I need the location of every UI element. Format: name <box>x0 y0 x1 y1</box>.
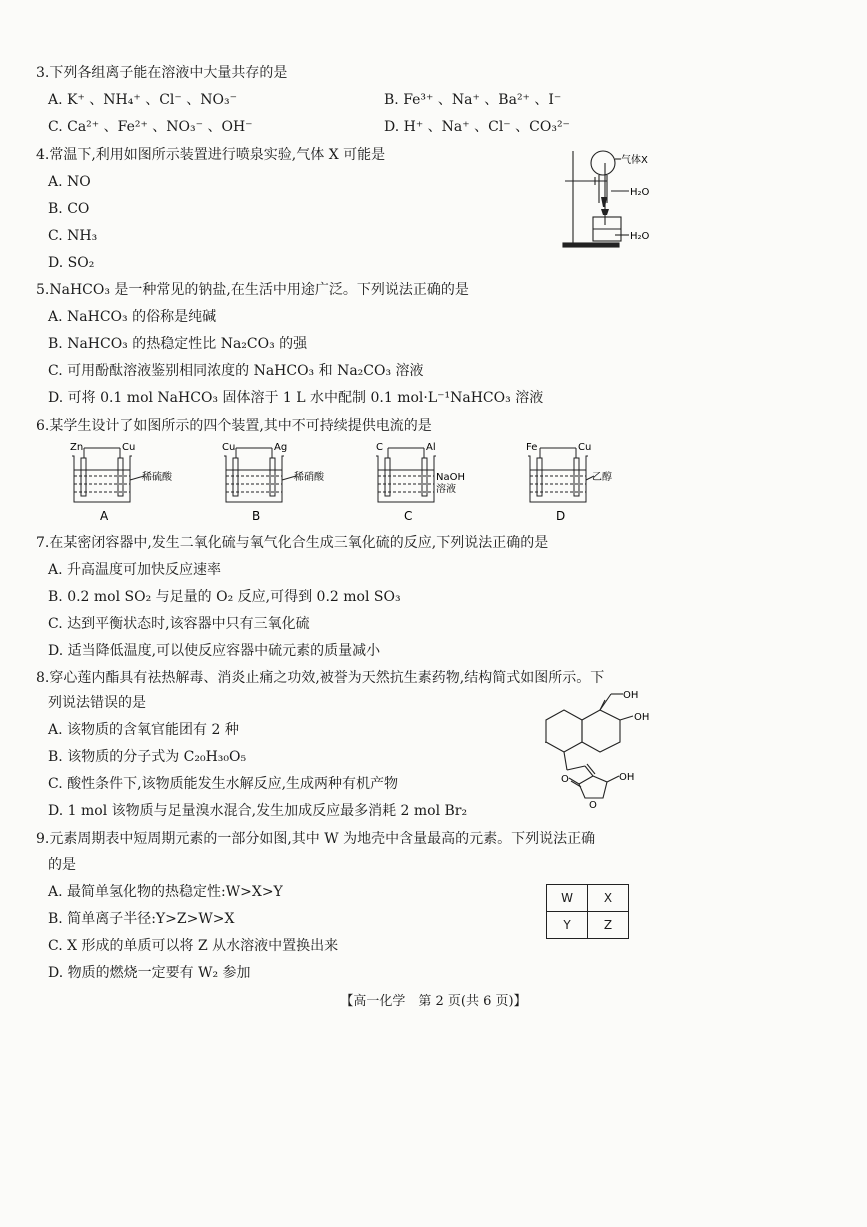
andrographolide-structure-figure <box>545 690 665 812</box>
q4-stem: 4.常温下,利用如图所示装置进行喷泉实验,气体 X 可能是 <box>36 147 386 163</box>
q8-stem-line1: 8.穿心莲内酯具有祛热解毒、消炎止痛之功效,被誉为天然抗生素药物,结构简式如图所示。下 <box>36 670 605 686</box>
device-d-label: D <box>556 509 566 523</box>
q5-stem: 5.NaHCO₃ 是一种常见的钠盐,在生活中用途广泛。下列说法正确的是 <box>36 282 469 298</box>
device-a-electrolyte: 稀硫酸 <box>142 472 172 483</box>
device-a-label: A <box>100 509 109 523</box>
device-c-label: C <box>404 509 413 523</box>
q4-option-c: C. NH₃ <box>48 228 98 244</box>
fig-water-label-1: H₂O <box>630 187 650 198</box>
table-cell-w: W <box>547 885 588 912</box>
q9-option-a: A. 最简单氢化物的热稳定性:W>X>Y <box>48 884 283 900</box>
cell-device-a <box>70 442 173 523</box>
q8-option-c: C. 酸性条件下,该物质能发生水解反应,生成两种有机产物 <box>48 776 399 792</box>
q8-stem-line2: 列说法错误的是 <box>48 695 146 711</box>
cell-device-d <box>526 442 612 523</box>
q7-option-c: C. 达到平衡状态时,该容器中只有三氧化硫 <box>48 616 310 632</box>
q6-stem: 6.某学生设计了如图所示的四个装置,其中不可持续提供电流的是 <box>36 418 432 434</box>
device-c-electrolyte-2: 溶液 <box>436 484 456 495</box>
table-cell-z: Z <box>588 912 629 939</box>
q7-option-b: B. 0.2 mol SO₂ 与足量的 O₂ 反应,可得到 0.2 mol SO₃ <box>48 589 401 605</box>
device-d-right-electrode: Cu <box>578 442 592 453</box>
q8-option-a: A. 该物质的含氧官能团有 2 种 <box>48 722 239 738</box>
q9-option-c: C. X 形成的单质可以将 Z 从水溶液中置换出来 <box>48 938 339 954</box>
galvanic-cells-figure <box>62 440 622 528</box>
fig-water-label-2: H₂O <box>630 231 650 242</box>
q8-option-d: D. 1 mol 该物质与足量溴水混合,发生加成反应最多消耗 2 mol Br₂ <box>48 803 468 819</box>
q4-option-a: A. NO <box>48 174 91 190</box>
fig-oh-label-1: OH <box>623 690 639 701</box>
q9-stem-line2: 的是 <box>48 857 76 873</box>
fig-o-label-1: O <box>561 774 569 785</box>
fig-gas-x-label: 气体X <box>621 155 648 166</box>
device-a-right-electrode: Cu <box>122 442 136 453</box>
q9-option-b: B. 简单离子半径:Y>Z>W>X <box>48 911 235 927</box>
q3-option-c: C. Ca²⁺ 、Fe²⁺ 、NO₃⁻ 、OH⁻ <box>48 119 253 135</box>
fig-oh-label-2: OH <box>634 712 650 723</box>
q5-option-d: D. 可将 0.1 mol NaHCO₃ 固体溶于 1 L 水中配制 0.1 mol·L⁻¹NaHCO₃ 溶液 <box>48 390 544 406</box>
q3-option-b: B. Fe³⁺ 、Na⁺ 、Ba²⁺ 、I⁻ <box>384 92 562 108</box>
q5-option-b: B. NaHCO₃ 的热稳定性比 Na₂CO₃ 的强 <box>48 336 308 352</box>
device-b-label: B <box>252 509 261 523</box>
device-a-left-electrode: Zn <box>70 442 84 453</box>
table-cell-y: Y <box>547 912 588 939</box>
q7-stem: 7.在某密闭容器中,发生二氧化硫与氧气化合生成三氧化硫的反应,下列说法正确的是 <box>36 535 549 551</box>
cell-device-c <box>376 442 465 523</box>
fig-oh-label-3: OH <box>619 772 635 783</box>
device-b-right-electrode: Ag <box>274 442 288 453</box>
q4-option-b: B. CO <box>48 201 90 217</box>
q5-option-a: A. NaHCO₃ 的俗称是纯碱 <box>48 309 217 325</box>
device-c-right-electrode: Al <box>426 442 436 453</box>
q3-option-d: D. H⁺ 、Na⁺ 、Cl⁻ 、CO₃²⁻ <box>384 119 570 135</box>
periodic-table-fragment <box>546 884 629 939</box>
fig-o-label-2: O <box>589 800 597 811</box>
q7-option-a: A. 升高温度可加快反应速率 <box>48 562 222 578</box>
q4-option-d: D. SO₂ <box>48 255 95 271</box>
q8-option-b: B. 该物质的分子式为 C₂₀H₃₀O₅ <box>48 749 247 765</box>
device-d-left-electrode: Fe <box>526 442 538 453</box>
q5-option-c: C. 可用酚酞溶液鉴别相同浓度的 NaHCO₃ 和 Na₂CO₃ 溶液 <box>48 363 424 379</box>
q3-stem: 3.下列各组离子能在溶液中大量共存的是 <box>36 65 288 81</box>
q9-option-d: D. 物质的燃烧一定要有 W₂ 参加 <box>48 965 251 981</box>
fountain-apparatus-figure <box>555 145 665 253</box>
device-d-electrolyte: 乙醇 <box>592 472 612 483</box>
device-b-left-electrode: Cu <box>222 442 236 453</box>
page-footer: 【高一化学 第 2 页(共 6 页)】 <box>340 994 527 1009</box>
device-c-electrolyte: NaOH <box>436 472 465 483</box>
q7-option-d: D. 适当降低温度,可以使反应容器中硫元素的质量减小 <box>48 643 381 659</box>
device-c-left-electrode: C <box>376 442 383 453</box>
table-cell-x: X <box>588 885 629 912</box>
q3-option-a: A. K⁺ 、NH₄⁺ 、Cl⁻ 、NO₃⁻ <box>48 92 237 108</box>
cell-device-b <box>222 442 325 523</box>
q9-stem-line1: 9.元素周期表中短周期元素的一部分如图,其中 W 为地壳中含量最高的元素。下列说法正确 <box>36 831 596 847</box>
device-b-electrolyte: 稀硝酸 <box>294 472 324 483</box>
